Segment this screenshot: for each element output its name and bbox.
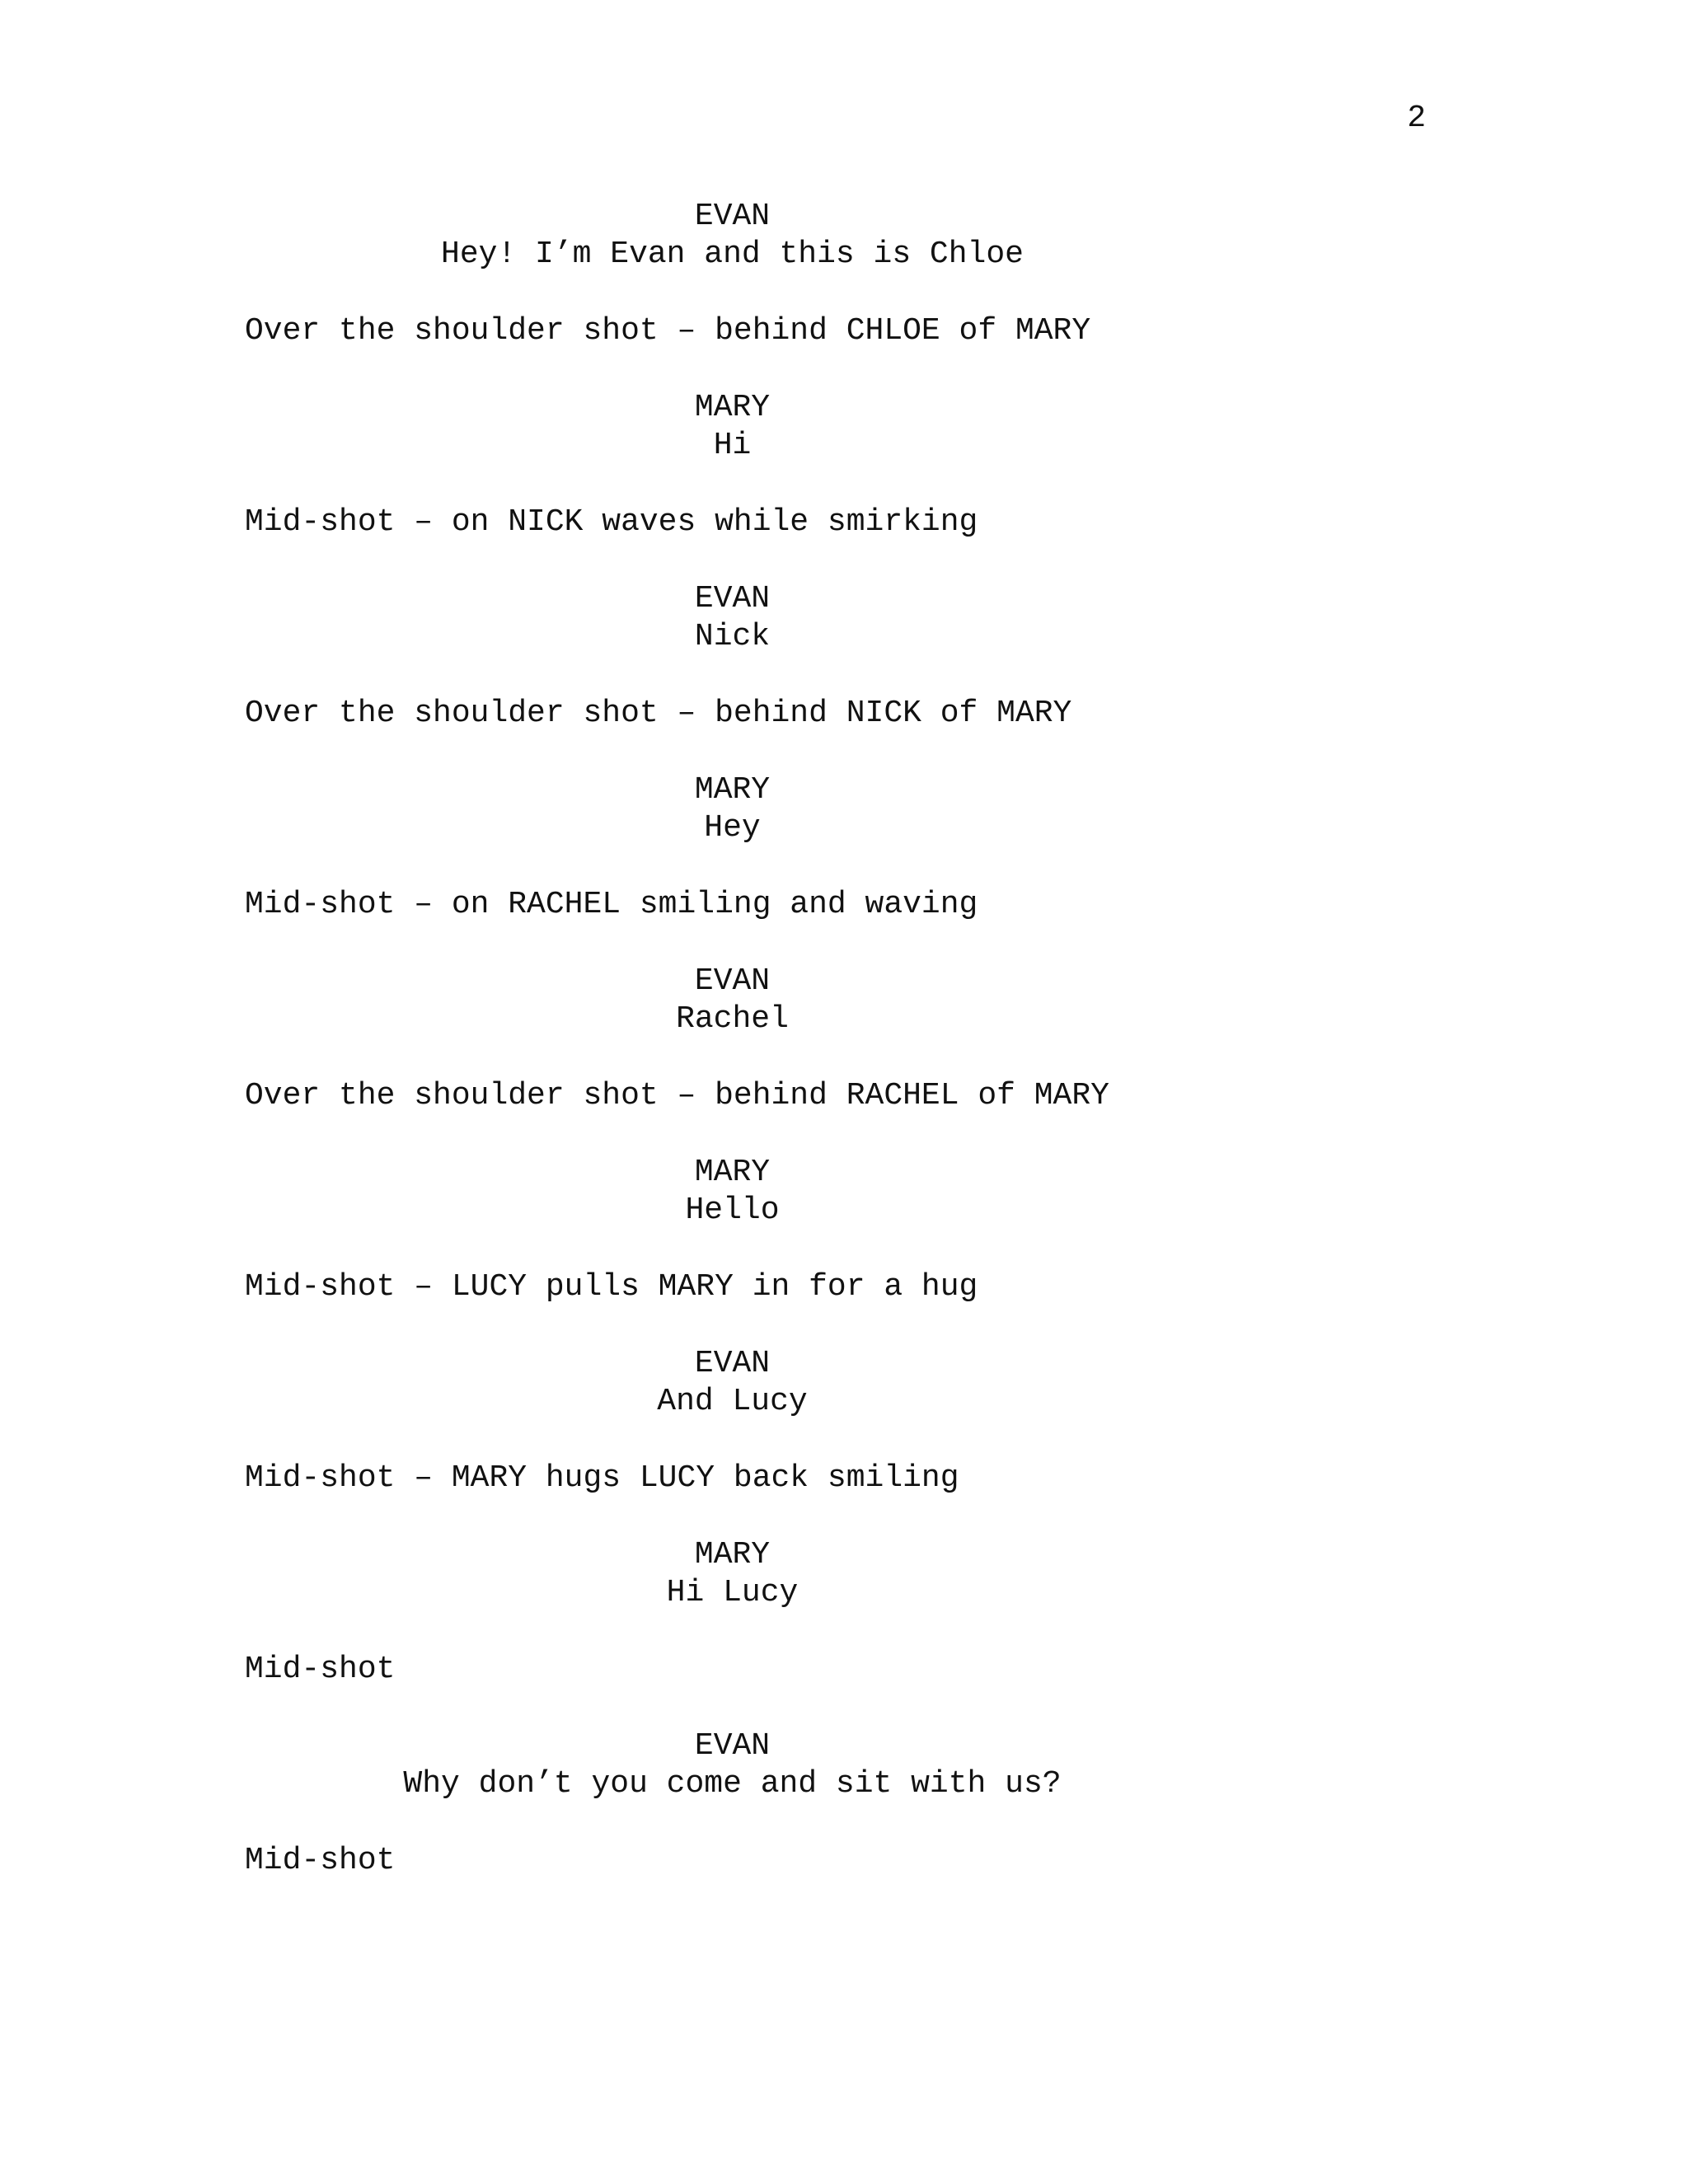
character-name: MARY <box>694 389 771 425</box>
dialogue-line: Hi Lucy <box>666 1575 799 1611</box>
character-name: MARY <box>694 771 771 808</box>
character-name: MARY <box>694 1536 771 1572</box>
dialogue-line: Why don’t you come and sit with us? <box>403 1766 1062 1802</box>
dialogue-line: And Lucy <box>657 1384 808 1420</box>
dialogue-block <box>0 389 1220 466</box>
dialogue-block <box>0 1154 1220 1230</box>
action-line: Over the shoulder shot – behind NICK of MARY <box>245 696 1072 732</box>
action-line: Over the shoulder shot – behind RACHEL of MARY <box>245 1077 1109 1113</box>
dialogue-line: Nick <box>694 619 771 655</box>
action-line: Mid-shot – on NICK waves while smirking <box>245 504 978 541</box>
action-line: Mid-shot <box>245 1842 396 1878</box>
dialogue-block <box>0 1536 1220 1613</box>
character-name: MARY <box>694 1154 771 1190</box>
action-line: Mid-shot – MARY hugs LUCY back smiling <box>245 1460 959 1496</box>
dialogue-block <box>0 580 1220 657</box>
character-name: EVAN <box>694 580 771 616</box>
dialogue-line: Hi <box>713 428 752 464</box>
action-line: Over the shoulder shot – behind CHLOE of MARY <box>245 313 1091 349</box>
action-line: Mid-shot <box>245 1651 396 1687</box>
dialogue-line: Hey <box>704 810 761 846</box>
dialogue-block <box>0 1345 1220 1422</box>
character-name: EVAN <box>694 963 771 999</box>
dialogue-block <box>0 771 1220 848</box>
character-name: EVAN <box>694 1727 771 1764</box>
dialogue-block <box>0 1727 1220 1804</box>
dialogue-line: Hey! I’m Evan and this is Chloe <box>441 237 1024 273</box>
dialogue-line: Hello <box>685 1193 780 1229</box>
action-line: Mid-shot – LUCY pulls MARY in for a hug <box>245 1268 978 1305</box>
dialogue-line: Rachel <box>676 1001 789 1038</box>
page-number: 2 <box>1407 101 1426 136</box>
dialogue-block <box>0 198 1220 274</box>
screenplay-body <box>245 198 1440 1880</box>
character-name: EVAN <box>694 1345 771 1381</box>
action-line: Mid-shot – on RACHEL smiling and waving <box>245 887 978 923</box>
character-name: EVAN <box>694 199 771 234</box>
dialogue-block <box>0 963 1220 1039</box>
